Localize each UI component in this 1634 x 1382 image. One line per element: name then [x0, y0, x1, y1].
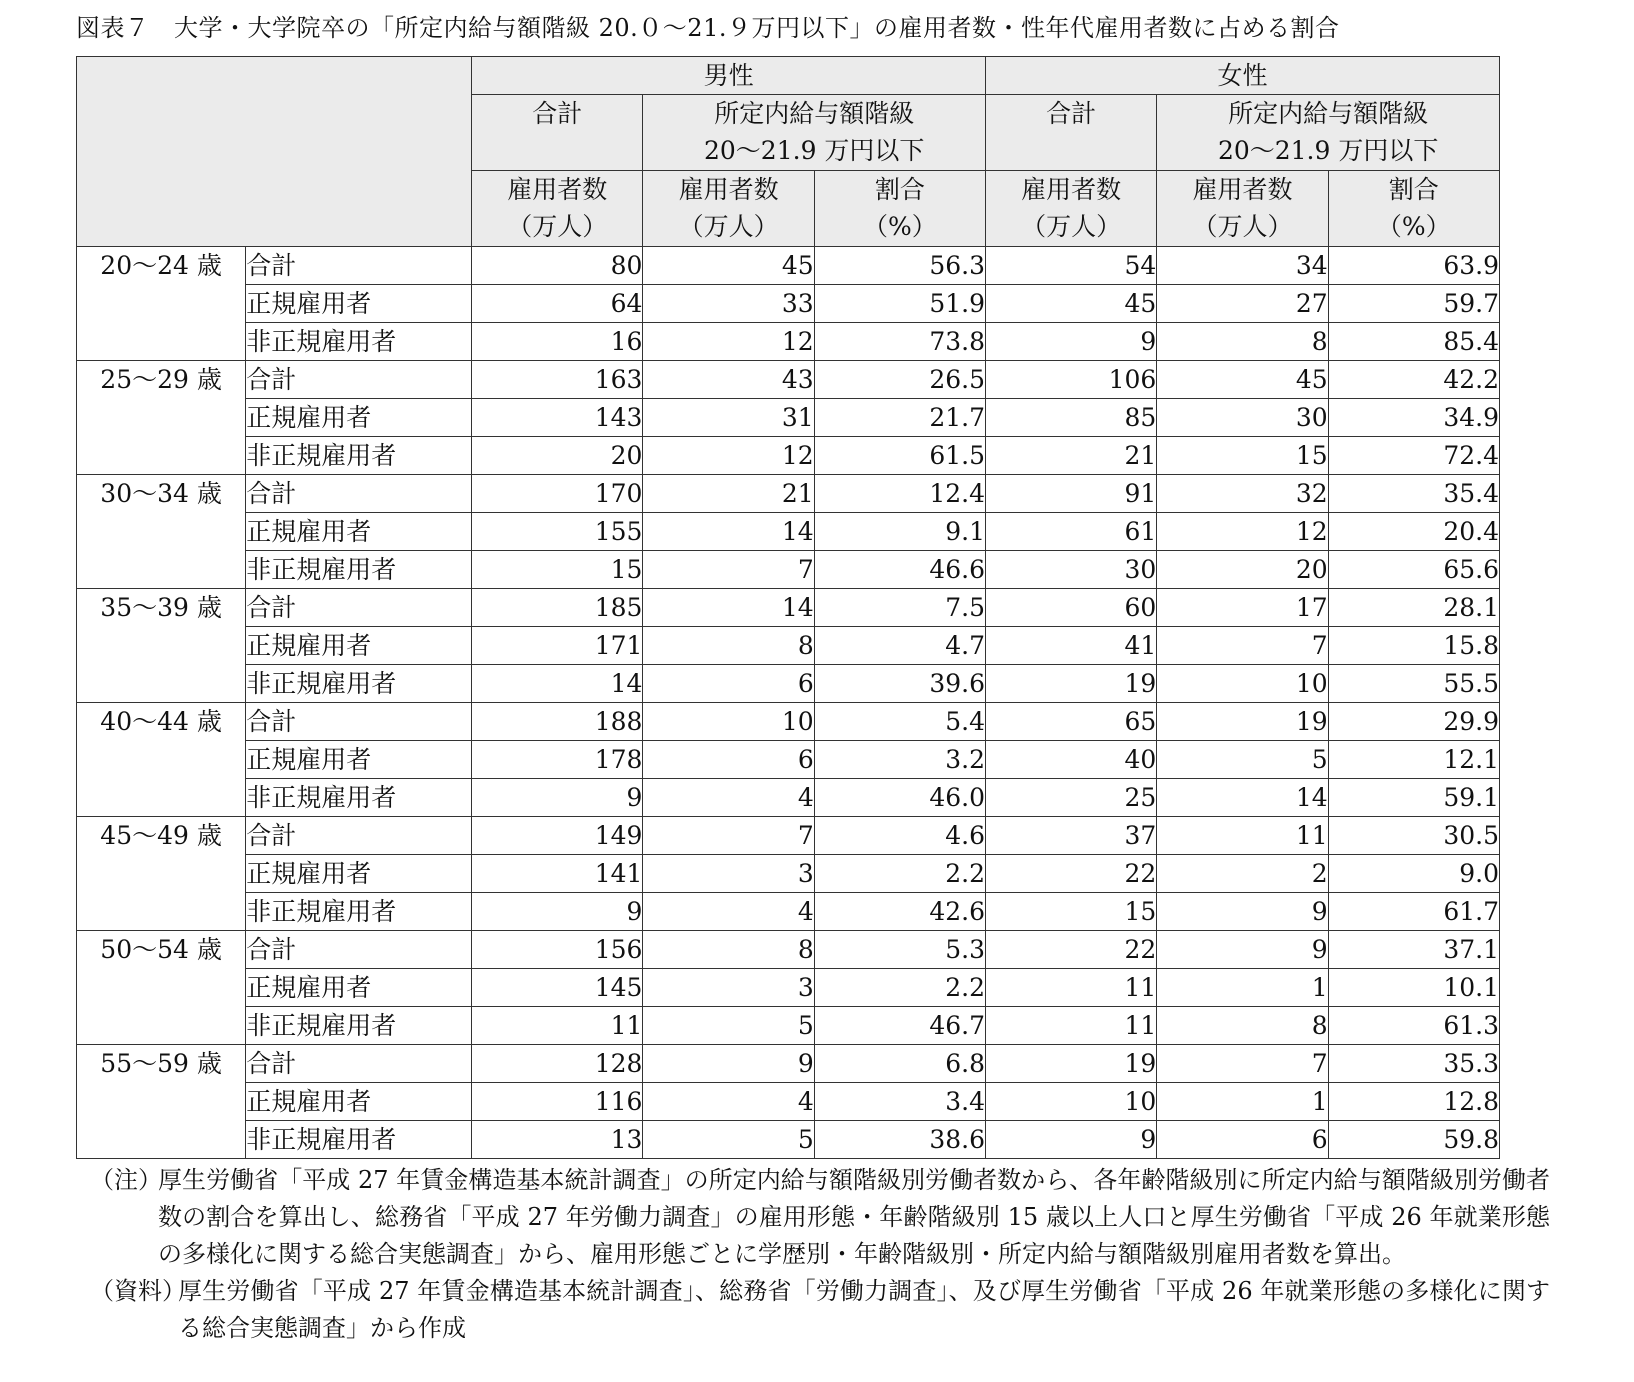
value-cell: 22: [986, 855, 1157, 893]
value-cell: 15: [1157, 437, 1328, 475]
value-cell: 9: [472, 779, 643, 817]
value-cell: 178: [472, 741, 643, 779]
table-row: [77, 855, 1500, 893]
header-female-band: 所定内給与額階級 20～21.9 万円以下: [1157, 95, 1500, 171]
table-row: [77, 285, 1500, 323]
value-cell: 15: [986, 893, 1157, 931]
value-cell: 61.5: [814, 437, 985, 475]
value-cell: 9: [1157, 893, 1328, 931]
value-cell: 31: [643, 399, 814, 437]
employment-type-cell: 合計: [246, 475, 472, 513]
value-cell: 34: [1157, 247, 1328, 285]
source-label: （資料）: [90, 1277, 186, 1305]
value-cell: 3: [643, 969, 814, 1007]
value-cell: 15.8: [1328, 627, 1499, 665]
employment-type-cell: 非正規雇用者: [246, 323, 472, 361]
value-cell: 14: [643, 513, 814, 551]
value-cell: 39.6: [814, 665, 985, 703]
value-cell: 64: [472, 285, 643, 323]
value-cell: 72.4: [1328, 437, 1499, 475]
value-cell: 5: [1157, 741, 1328, 779]
value-cell: 91: [986, 475, 1157, 513]
table-row: [77, 817, 1500, 855]
figure-title: 図表７ 大学・大学院卒の「所定内給与額階級 20.０～21.９万円以下」の雇用者数・性年代雇用者数に占める割合: [76, 14, 1340, 42]
employment-type-cell: 合計: [246, 703, 472, 741]
header-male-band-emp: 雇用者数 （万人）: [643, 171, 814, 247]
employment-type-cell: 合計: [246, 589, 472, 627]
header-female-band-ratio: 割合 （%）: [1328, 171, 1499, 247]
value-cell: 6: [643, 741, 814, 779]
age-group-cell: 25～29 歳: [77, 361, 246, 475]
employment-type-cell: 合計: [246, 817, 472, 855]
value-cell: 145: [472, 969, 643, 1007]
value-cell: 21.7: [814, 399, 985, 437]
employment-type-cell: 正規雇用者: [246, 627, 472, 665]
value-cell: 20: [1157, 551, 1328, 589]
value-cell: 3.4: [814, 1083, 985, 1121]
table-row: [77, 551, 1500, 589]
value-cell: 20.4: [1328, 513, 1499, 551]
header-female-total: 合計: [986, 95, 1157, 171]
value-cell: 80: [472, 247, 643, 285]
value-cell: 9: [1157, 931, 1328, 969]
value-cell: 13: [472, 1121, 643, 1159]
header-male-band-ratio: 割合 （%）: [814, 171, 985, 247]
age-group-cell: 45～49 歳: [77, 817, 246, 931]
value-cell: 21: [643, 475, 814, 513]
value-cell: 12: [643, 323, 814, 361]
value-cell: 54: [986, 247, 1157, 285]
value-cell: 2: [1157, 855, 1328, 893]
header-male-band: 所定内給与額階級 20～21.9 万円以下: [643, 95, 986, 171]
value-cell: 14: [643, 589, 814, 627]
value-cell: 5: [643, 1007, 814, 1045]
value-cell: 19: [986, 1045, 1157, 1083]
value-cell: 7: [643, 551, 814, 589]
header-male: 男性: [472, 57, 986, 95]
employment-type-cell: 非正規雇用者: [246, 893, 472, 931]
age-group-cell: 40～44 歳: [77, 703, 246, 817]
value-cell: 45: [643, 247, 814, 285]
value-cell: 35.4: [1328, 475, 1499, 513]
value-cell: 34.9: [1328, 399, 1499, 437]
table-row: [77, 703, 1500, 741]
value-cell: 4: [643, 779, 814, 817]
value-cell: 171: [472, 627, 643, 665]
value-cell: 3: [643, 855, 814, 893]
employment-type-cell: 合計: [246, 931, 472, 969]
value-cell: 38.6: [814, 1121, 985, 1159]
table-row: [77, 437, 1500, 475]
employment-type-cell: 正規雇用者: [246, 1083, 472, 1121]
value-cell: 149: [472, 817, 643, 855]
value-cell: 29.9: [1328, 703, 1499, 741]
value-cell: 42.6: [814, 893, 985, 931]
value-cell: 14: [472, 665, 643, 703]
table-row: [77, 931, 1500, 969]
table-row: [77, 779, 1500, 817]
value-cell: 32: [1157, 475, 1328, 513]
value-cell: 45: [1157, 361, 1328, 399]
value-cell: 59.8: [1328, 1121, 1499, 1159]
table-row: [77, 1045, 1500, 1083]
value-cell: 4: [643, 893, 814, 931]
value-cell: 12: [643, 437, 814, 475]
table-row: [77, 741, 1500, 779]
note-label: （注）: [90, 1166, 162, 1194]
table-row: [77, 247, 1500, 285]
value-cell: 37: [986, 817, 1157, 855]
value-cell: 30: [986, 551, 1157, 589]
table-row: [77, 323, 1500, 361]
value-cell: 61: [986, 513, 1157, 551]
age-group-cell: 35～39 歳: [77, 589, 246, 703]
value-cell: 10: [1157, 665, 1328, 703]
value-cell: 21: [986, 437, 1157, 475]
employment-type-cell: 正規雇用者: [246, 513, 472, 551]
note-text: 厚生労働省「平成 27 年賃金構造基本統計調査」の所定内給与額階級別労働者数から、各年齢階級別に所定内給与額階級別労働者数の割合を算出し、総務省「平成 27 年労働力調査」の雇用形態・年齢階級別 15 歳以上人口と厚生労働省「平成 26 年就業形態の多様化に関する総合実態調査」から、雇用形態ごとに学歴別・年齢階級別・所定内給与額階級別雇用者数を算出。: [158, 1166, 1550, 1268]
value-cell: 16: [472, 323, 643, 361]
value-cell: 4.7: [814, 627, 985, 665]
employment-type-cell: 非正規雇用者: [246, 665, 472, 703]
value-cell: 35.3: [1328, 1045, 1499, 1083]
header-male-total-emp: 雇用者数 （万人）: [472, 171, 643, 247]
header-blank: [77, 57, 472, 247]
value-cell: 7: [1157, 627, 1328, 665]
header-male-total: 合計: [472, 95, 643, 171]
table-row: [77, 475, 1500, 513]
value-cell: 85: [986, 399, 1157, 437]
value-cell: 7.5: [814, 589, 985, 627]
value-cell: 27: [1157, 285, 1328, 323]
employment-type-cell: 正規雇用者: [246, 285, 472, 323]
value-cell: 30: [1157, 399, 1328, 437]
value-cell: 9: [643, 1045, 814, 1083]
source-note: [90, 1273, 1550, 1347]
value-cell: 5: [643, 1121, 814, 1159]
value-cell: 4.6: [814, 817, 985, 855]
value-cell: 6: [643, 665, 814, 703]
value-cell: 8: [1157, 323, 1328, 361]
value-cell: 8: [643, 931, 814, 969]
value-cell: 8: [1157, 1007, 1328, 1045]
value-cell: 42.2: [1328, 361, 1499, 399]
table-row: [77, 969, 1500, 1007]
value-cell: 156: [472, 931, 643, 969]
value-cell: 12.1: [1328, 741, 1499, 779]
table-row: [77, 627, 1500, 665]
value-cell: 46.0: [814, 779, 985, 817]
value-cell: 9: [986, 323, 1157, 361]
value-cell: 63.9: [1328, 247, 1499, 285]
value-cell: 4: [643, 1083, 814, 1121]
employment-type-cell: 非正規雇用者: [246, 1007, 472, 1045]
employment-type-cell: 正規雇用者: [246, 399, 472, 437]
value-cell: 1: [1157, 969, 1328, 1007]
table-row: [77, 1083, 1500, 1121]
employment-type-cell: 非正規雇用者: [246, 437, 472, 475]
table-row: [77, 665, 1500, 703]
value-cell: 2.2: [814, 855, 985, 893]
value-cell: 30.5: [1328, 817, 1499, 855]
value-cell: 65: [986, 703, 1157, 741]
value-cell: 6: [1157, 1121, 1328, 1159]
value-cell: 22: [986, 931, 1157, 969]
value-cell: 7: [643, 817, 814, 855]
employment-type-cell: 非正規雇用者: [246, 1121, 472, 1159]
value-cell: 10: [643, 703, 814, 741]
age-group-cell: 55～59 歳: [77, 1045, 246, 1159]
value-cell: 60: [986, 589, 1157, 627]
employment-type-cell: 合計: [246, 247, 472, 285]
age-group-cell: 30～34 歳: [77, 475, 246, 589]
value-cell: 1: [1157, 1083, 1328, 1121]
value-cell: 9.1: [814, 513, 985, 551]
value-cell: 28.1: [1328, 589, 1499, 627]
value-cell: 11: [1157, 817, 1328, 855]
value-cell: 10.1: [1328, 969, 1499, 1007]
age-group-cell: 20～24 歳: [77, 247, 246, 361]
value-cell: 59.1: [1328, 779, 1499, 817]
value-cell: 59.7: [1328, 285, 1499, 323]
value-cell: 55.5: [1328, 665, 1499, 703]
value-cell: 46.6: [814, 551, 985, 589]
employment-type-cell: 非正規雇用者: [246, 551, 472, 589]
value-cell: 9.0: [1328, 855, 1499, 893]
value-cell: 5.3: [814, 931, 985, 969]
value-cell: 61.3: [1328, 1007, 1499, 1045]
value-cell: 19: [1157, 703, 1328, 741]
value-cell: 56.3: [814, 247, 985, 285]
age-group-cell: 50～54 歳: [77, 931, 246, 1045]
employment-type-cell: 合計: [246, 1045, 472, 1083]
value-cell: 14: [1157, 779, 1328, 817]
table-row: [77, 589, 1500, 627]
value-cell: 12.4: [814, 475, 985, 513]
value-cell: 106: [986, 361, 1157, 399]
table-row: [77, 513, 1500, 551]
value-cell: 26.5: [814, 361, 985, 399]
value-cell: 2.2: [814, 969, 985, 1007]
table-row: [77, 1007, 1500, 1045]
table-row: [77, 1121, 1500, 1159]
value-cell: 73.8: [814, 323, 985, 361]
value-cell: 65.6: [1328, 551, 1499, 589]
value-cell: 5.4: [814, 703, 985, 741]
value-cell: 41: [986, 627, 1157, 665]
value-cell: 155: [472, 513, 643, 551]
table-body: [77, 247, 1500, 1159]
employment-type-cell: 非正規雇用者: [246, 779, 472, 817]
header-female: 女性: [986, 57, 1500, 95]
value-cell: 10: [986, 1083, 1157, 1121]
table-row: [77, 361, 1500, 399]
value-cell: 7: [1157, 1045, 1328, 1083]
value-cell: 11: [472, 1007, 643, 1045]
employment-type-cell: 正規雇用者: [246, 969, 472, 1007]
value-cell: 170: [472, 475, 643, 513]
table-row: [77, 893, 1500, 931]
value-cell: 51.9: [814, 285, 985, 323]
value-cell: 85.4: [1328, 323, 1499, 361]
header-female-total-emp: 雇用者数 （万人）: [986, 171, 1157, 247]
note: [90, 1162, 1550, 1273]
value-cell: 9: [472, 893, 643, 931]
value-cell: 11: [986, 1007, 1157, 1045]
value-cell: 37.1: [1328, 931, 1499, 969]
value-cell: 12.8: [1328, 1083, 1499, 1121]
value-cell: 19: [986, 665, 1157, 703]
employment-type-cell: 合計: [246, 361, 472, 399]
value-cell: 40: [986, 741, 1157, 779]
value-cell: 143: [472, 399, 643, 437]
value-cell: 6.8: [814, 1045, 985, 1083]
source-text: 厚生労働省「平成 27 年賃金構造基本統計調査」、総務省「労働力調査」、及び厚生労働省「平成 26 年就業形態の多様化に関する総合実態調査」から作成: [178, 1277, 1550, 1342]
value-cell: 61.7: [1328, 893, 1499, 931]
value-cell: 3.2: [814, 741, 985, 779]
value-cell: 188: [472, 703, 643, 741]
employment-type-cell: 正規雇用者: [246, 855, 472, 893]
value-cell: 8: [643, 627, 814, 665]
table-row: [77, 399, 1500, 437]
value-cell: 17: [1157, 589, 1328, 627]
value-cell: 33: [643, 285, 814, 323]
value-cell: 25: [986, 779, 1157, 817]
employment-table: [76, 56, 1500, 1159]
value-cell: 185: [472, 589, 643, 627]
value-cell: 141: [472, 855, 643, 893]
value-cell: 9: [986, 1121, 1157, 1159]
value-cell: 43: [643, 361, 814, 399]
header-female-band-emp: 雇用者数 （万人）: [1157, 171, 1328, 247]
value-cell: 15: [472, 551, 643, 589]
value-cell: 45: [986, 285, 1157, 323]
employment-type-cell: 正規雇用者: [246, 741, 472, 779]
value-cell: 20: [472, 437, 643, 475]
value-cell: 11: [986, 969, 1157, 1007]
value-cell: 163: [472, 361, 643, 399]
value-cell: 128: [472, 1045, 643, 1083]
value-cell: 12: [1157, 513, 1328, 551]
value-cell: 46.7: [814, 1007, 985, 1045]
value-cell: 116: [472, 1083, 643, 1121]
notes: [90, 1162, 1550, 1347]
